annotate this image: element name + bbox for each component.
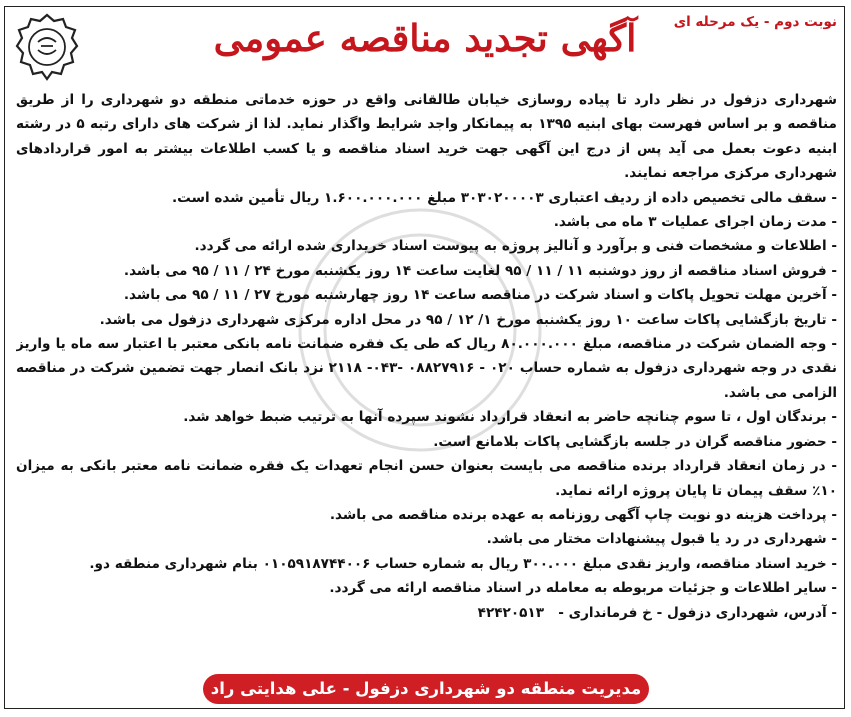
list-item: - تاریخ بازگشایی پاکات ساعت ۱۰ روز یکشنبه مورخ ۱/ ۱۲ / ۹۵ در محل اداره مرکزی شهرداری دزفول می باشد. [99,311,837,328]
list-item: - سایر اطلاعات و جزئیات مربوطه به معامله در اسناد مناقصه ارائه می گردد. [329,580,837,597]
intro-paragraph: شهرداری دزفول در نظر دارد تا پیاده روسازی خیابان طالقانی واقع در حوزه خدماتی منطقه دو شهرداری را از طریق مناقصه و بر اساس فهرست بهای ابنیه ۱۳۹۵ به پیمانکار واجد شرایط واگذار نماید. لذا از شرکت های دارای رتبه ۵ در رشته ابنیه دعوت بعمل می آید پس از درج این آگهی جهت خرید اسناد مناقصه و یا کسب اطلاعات بیشتر به امور قراردادهای شهرداری مرکزی مراجعه نمایند. [16,92,837,182]
list-item: - حضور مناقصه گران در جلسه بازگشایی پاکات بلامانع است. [433,433,837,450]
footer-text: مدیریت منطقه دو شهرداری دزفول - علی هدایتی راد [210,679,642,698]
list-item: - سقف مالی تخصیص داده از ردیف اعتباری ۳۰۳۰۲۰۰۰۰۳ مبلغ ۱.۶۰۰.۰۰۰.۰۰۰ ریال تأمین شده است. [172,189,837,206]
list-item: - خرید اسناد مناقصه، واریز نقدی مبلغ ۳۰۰.۰۰۰ ریال به شماره حساب ۰۱۰۵۹۱۸۷۴۴۰۰۶ بنام شهرداری منطقه دو. [89,555,837,572]
list-item: - آخرین مهلت تحویل پاکات و اسناد شرکت در مناقصه ساعت ۱۴ روز چهارشنبه مورخ ۲۷ / ۱۱ / ۹۵ می باشد. [123,287,837,304]
round-label: نوبت دوم - یک مرحله ای [673,14,837,30]
municipality-emblem-icon [14,12,80,82]
list-item: - پرداخت هزینه دو نوبت چاپ آگهی روزنامه به عهده برنده مناقصه می باشد. [329,506,837,523]
footer-banner [203,674,649,704]
list-item: - فروش اسناد مناقصه از روز دوشنبه ۱۱ / ۱۱ / ۹۵ لغایت ساعت ۱۴ روز یکشنبه مورخ ۲۴ / ۱۱ / ۹۵ می باشد. [123,262,837,279]
list-item: - وجه الضمان شرکت در مناقصه، مبلغ ۸۰.۰۰۰.۰۰۰ ریال که طی یک فقره ضمانت نامه بانکی معتبر با اعتبار سه ماه یا واریز نقدی در وجه شهرداری دزفول به شماره حساب ۰۲۰ - ۰۸۸۲۷۹۱۶ -۰۴۳- ۲۱۱۸ نزد بانک انصار جهت تضمین شرکت در مناقصه الزامی می باشد. [16,336,837,401]
page-title: آگهی تجدید مناقصه عمومی [213,16,637,60]
list-item: - در زمان انعقاد قرارداد برنده مناقصه می بایست بعنوان حسن انجام تعهدات یک فقره ضمانت نامه معتبر بانکی به میزان ۱۰٪ سقف پیمان تا پایان پروژه ارائه نماید. [16,458,837,499]
address-line [16,601,837,625]
list-item: - شهرداری در رد یا قبول پیشنهادات مختار می باشد. [486,531,837,548]
list-item: - مدت زمان اجرای عملیات ۳ ماه می باشد. [553,214,837,231]
list-item: - اطلاعات و مشخصات فنی و برآورد و آنالیز پروژه به پیوست اسناد خریداری شده ارائه می گردد. [194,238,837,255]
list-item: - برندگان اول ، تا سوم چنانچه حاضر به انعقاد قرارداد نشوند سپرده آنها به ترتیب ضبط خواهد شد. [183,409,837,426]
phone-number: ۴۲۴۲۰۵۱۳ [477,604,545,621]
advertisement-body [16,88,837,625]
address-text: - آدرس، شهرداری دزفول - خ فرمانداری - [558,604,837,621]
